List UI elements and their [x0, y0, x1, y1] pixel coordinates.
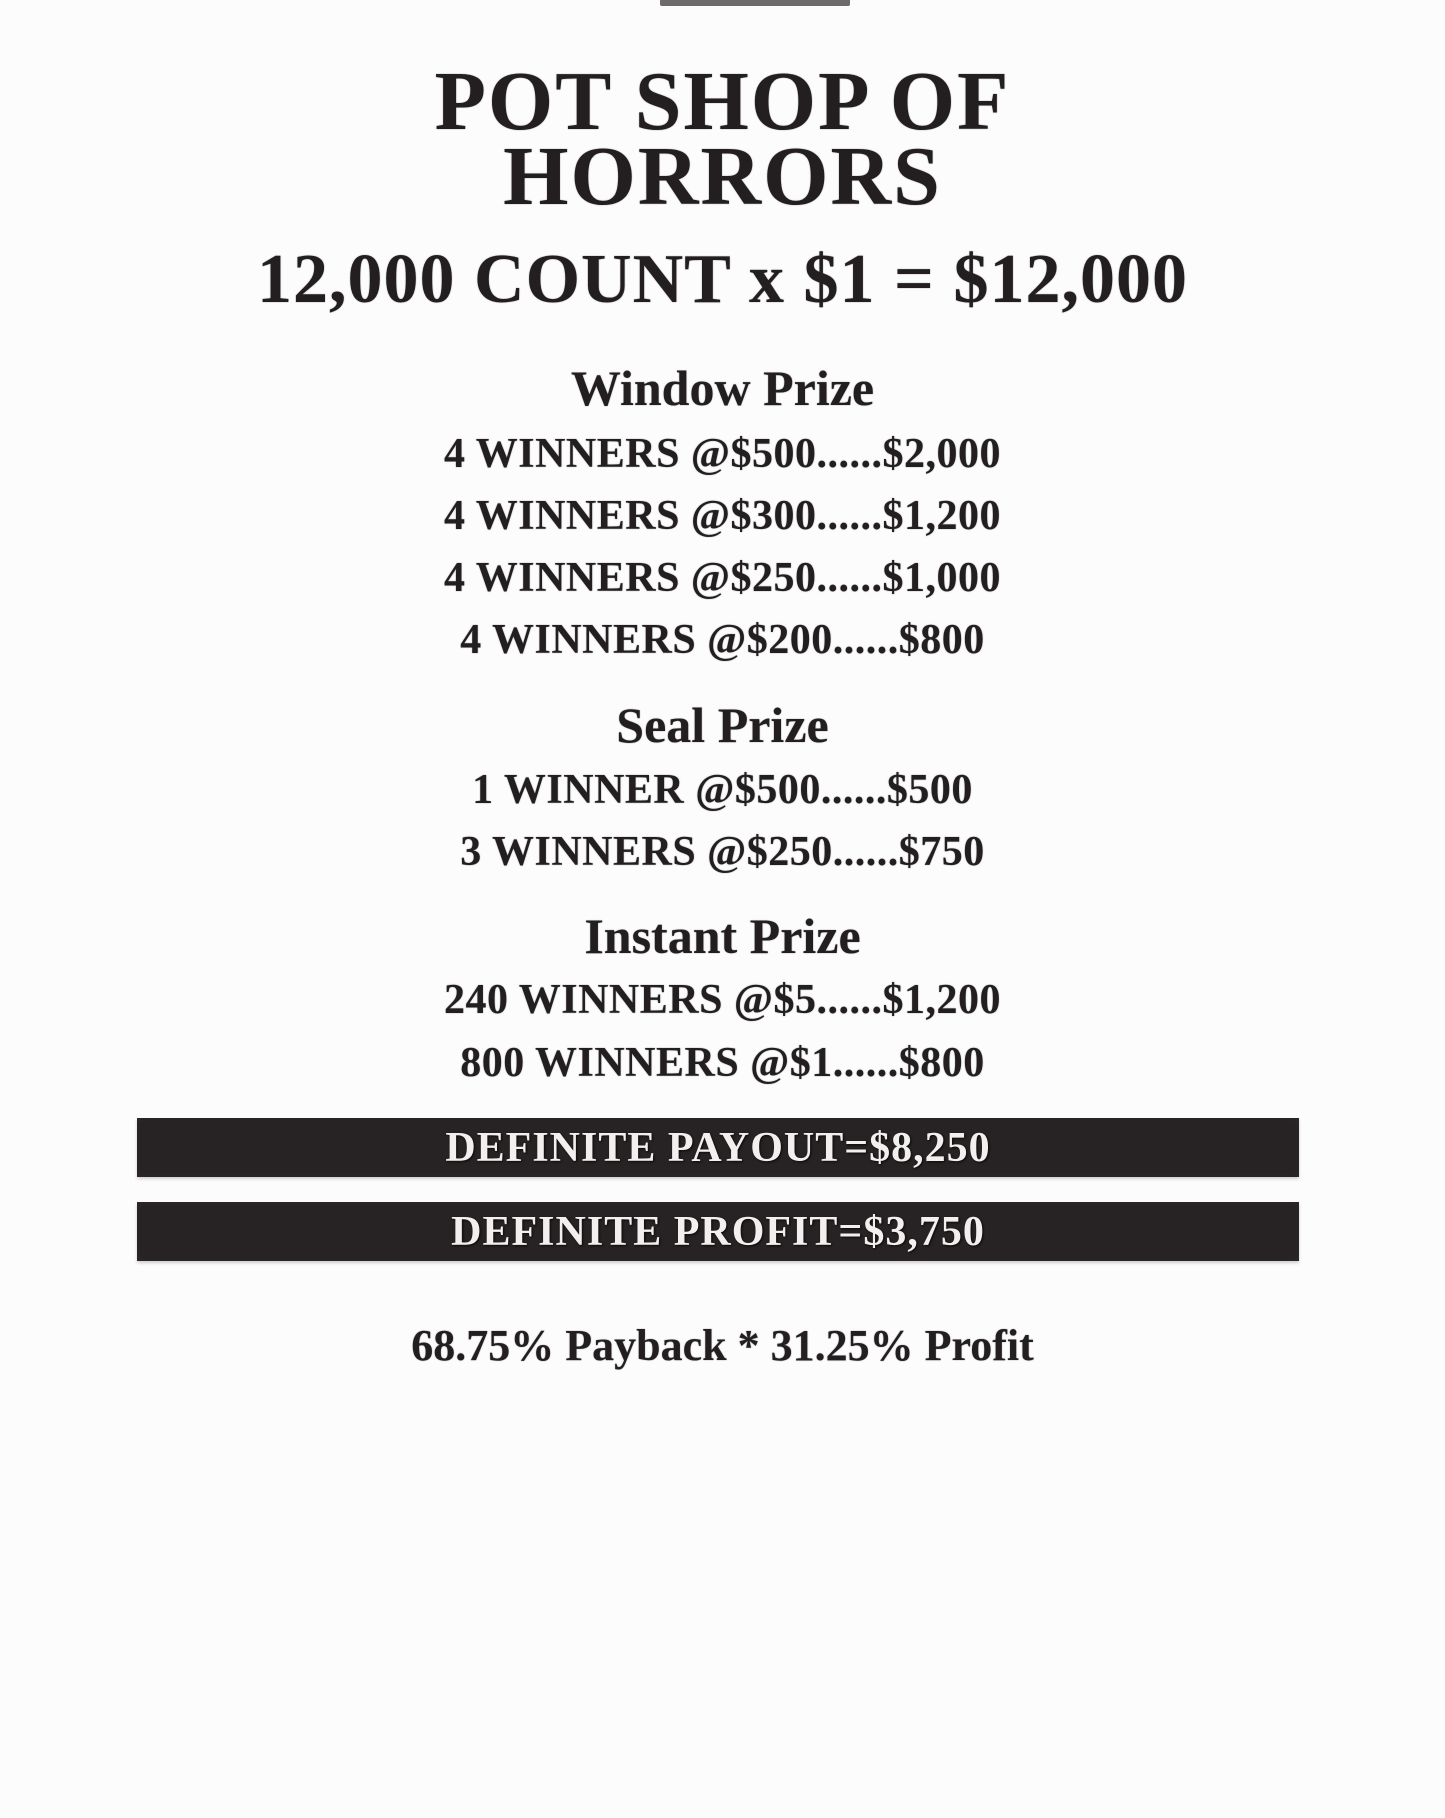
section-heading-seal-prize: Seal Prize	[616, 697, 829, 753]
prize-line-seal-1: 1 WINNER @$500......$500	[472, 767, 973, 813]
prize-line-instant-1: 240 WINNERS @$5......$1,200	[443, 977, 1002, 1023]
section-heading-window-prize: Window Prize	[570, 360, 875, 416]
count-equation: 12,000 COUNT x $1 = $12,000	[257, 241, 1188, 318]
definite-payout-banner	[137, 1118, 1299, 1177]
definite-payout-label: DEFINITE PAYOUT=$8,250	[445, 1124, 991, 1171]
prize-line-window-1: 4 WINNERS @$500......$2,000	[443, 431, 1002, 477]
prize-line-window-2: 4 WINNERS @$300......$1,200	[443, 493, 1002, 539]
page-title-line2: HORRORS	[503, 130, 942, 223]
payback-profit-summary: 68.75% Payback * 31.25% Profit	[411, 1321, 1034, 1370]
prize-line-instant-2: 800 WINNERS @$1......$800	[460, 1040, 985, 1086]
prize-line-window-3: 4 WINNERS @$250......$1,000	[443, 555, 1002, 601]
definite-profit-label: DEFINITE PROFIT=$3,750	[451, 1208, 985, 1255]
section-heading-instant-prize: Instant Prize	[584, 908, 861, 964]
scan-artifact-fragment	[660, 0, 850, 6]
page-title-line1: POT SHOP OF	[434, 55, 1011, 148]
prize-line-window-4: 4 WINNERS @$200......$800	[460, 617, 985, 663]
prize-line-seal-2: 3 WINNERS @$250......$750	[460, 829, 985, 875]
definite-profit-banner	[137, 1202, 1299, 1261]
